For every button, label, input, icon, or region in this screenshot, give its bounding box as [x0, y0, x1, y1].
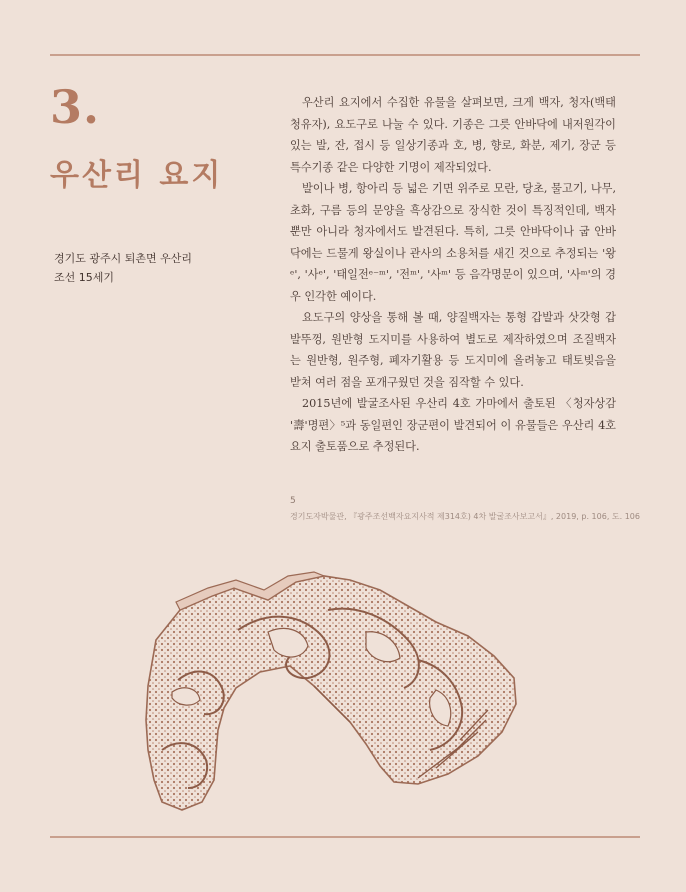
body-paragraph: 우산리 요지에서 수집한 유물을 살펴보면, 크게 백자, 청자(백태청유자), 요도구로 나눌 수 있다. 기종은 그릇 안바닥에 내저원각이 있는 발, 잔, 접시 등 일상기종과 호, 병, 향로, 화분, 제기, 장군 등 특수기종 같은 다양한 기명이 제작되었다. [290, 96, 616, 174]
section-title: 우산리 요지 [50, 158, 224, 193]
site-meta [54, 249, 192, 287]
top-rule [50, 54, 640, 56]
section-number: 3. [50, 80, 101, 134]
body-paragraph: 2015년에 발굴조사된 우산리 4호 가마에서 출토된 〈청자상감 '壽'명편〉⁵과 동일편인 장군편이 발견되어 이 유물들은 우산리 4호 요지 출토품으로 추정된다. [290, 397, 616, 453]
body-text [290, 92, 616, 458]
footnote-text: 경기도자박물관, 『광주조선백자요지사적 제314호) 4차 발굴조사보고서』, 2019, p. 106, 도. 106 [290, 512, 640, 521]
body-paragraph: 요도구의 양상을 통해 볼 때, 양질백자는 통형 갑발과 삿갓형 갑발뚜껑, 원반형 도지미를 사용하여 별도로 제작하였으며 조질백자는 원반형, 원주형, 폐자기활용 등 도지미에 올려놓고 태토빚음을 받쳐 여러 점을 포개구웠던 것을 짐작할 수 있다. [290, 311, 616, 389]
body-paragraph: 발이나 병, 항아리 등 넓은 기면 위주로 모란, 당초, 물고기, 나무, 초화, 구름 등의 문양을 흑상감으로 장식한 것이 특징적인데, 백자뿐만 아니라 청자에서도 발견된다. 특히, 그릇 안바닥이나 굽 안바닥에는 드물게 왕실이나 관사의 소용처를 새긴 것으로 추정되는 '왕ᵉ', '사ᵉ', '태일전ᵉ⁻ᵐ', '전ᵐ', '사ᵐ' 등 음각명문이 있으며, '사ᵐ'의 경우 인각한 예이다. [290, 182, 616, 303]
site-location: 경기도 광주시 퇴촌면 우산리 [54, 252, 193, 265]
bottom-rule [50, 836, 640, 838]
stoneware-shard-illustration [118, 570, 538, 815]
site-period: 조선 15세기 [54, 271, 114, 284]
footnote-number: 5 [290, 496, 296, 506]
